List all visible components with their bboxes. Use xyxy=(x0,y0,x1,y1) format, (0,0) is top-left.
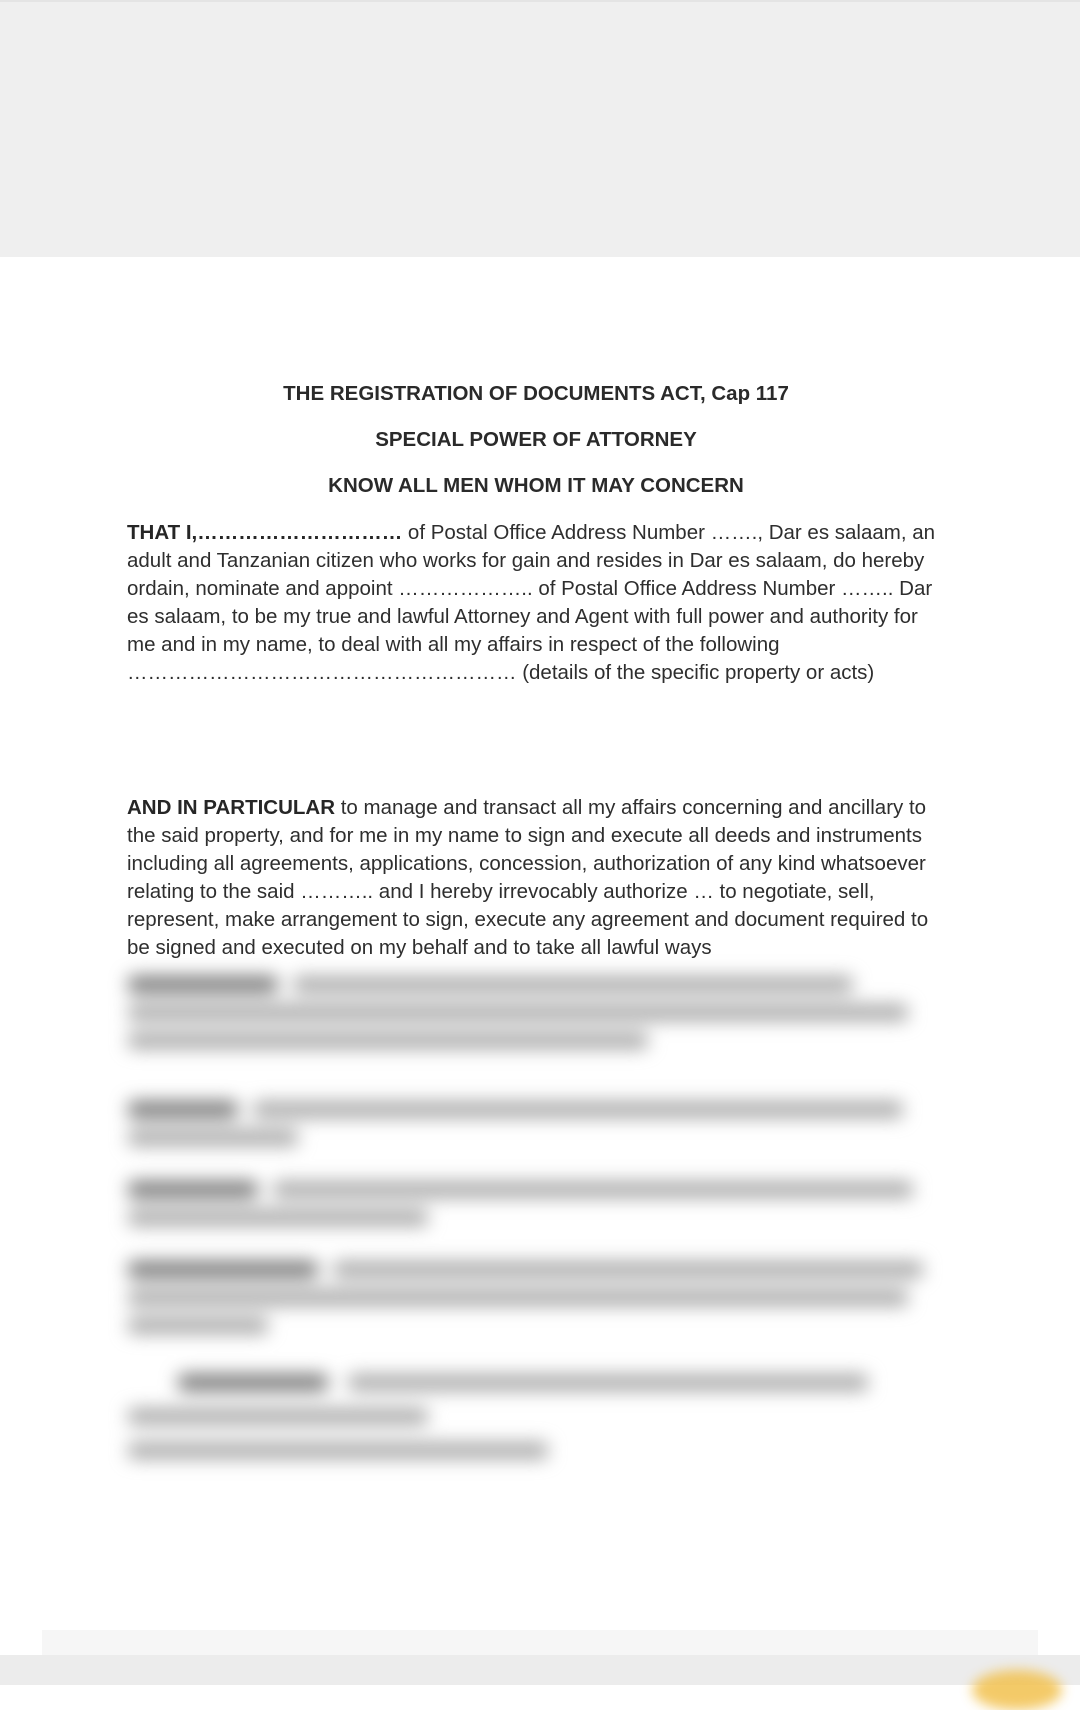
blurred-line xyxy=(128,1317,268,1334)
document-body xyxy=(127,382,945,959)
paragraph-particular-body: to manage and transact all my affairs concerning and ancillary to the said property, and for me in my name to sign and execute all deeds and instruments including all agreements, applications, concession, authorization of any kind whatsoever relating to the said ……….. and I hereby irrevocably authorize … to negotiate, sell, represent, make arrangement to sign, execute any agreement and document required to be signed and executed on my behalf and to take all lawful ways xyxy=(127,796,929,959)
blurred-line xyxy=(128,1101,238,1118)
blurred-line xyxy=(128,976,278,993)
paragraph-particular-clip xyxy=(127,794,945,959)
blurred-line xyxy=(348,1374,868,1391)
blurred-line xyxy=(293,976,853,993)
blurred-line xyxy=(128,1209,428,1226)
blurred-line xyxy=(128,1261,318,1278)
blurred-text-lines xyxy=(118,956,960,1516)
paragraph-particular xyxy=(127,794,945,962)
blurred-line xyxy=(333,1261,923,1278)
blurred-line xyxy=(128,1129,298,1146)
paragraph-appointment-lead: THAT I,………………………… xyxy=(127,521,403,544)
top-gray-band xyxy=(0,0,1080,257)
heading-act: THE REGISTRATION OF DOCUMENTS ACT, Cap 117 xyxy=(283,382,789,405)
blurred-content xyxy=(118,956,960,1516)
bottom-panel xyxy=(42,1630,1038,1656)
blurred-line xyxy=(128,1289,908,1306)
paragraph-appointment xyxy=(127,519,945,687)
blurred-line xyxy=(128,1408,428,1425)
blurred-line xyxy=(128,1032,648,1049)
heading-notice: KNOW ALL MEN WHOM IT MAY CONCERN xyxy=(328,474,744,497)
blurred-line xyxy=(253,1101,903,1118)
corner-accent-shape xyxy=(972,1670,1062,1710)
blurred-line xyxy=(128,1442,548,1459)
heading-type: SPECIAL POWER OF ATTORNEY xyxy=(375,428,697,451)
blurred-line xyxy=(273,1181,913,1198)
bottom-bar xyxy=(0,1655,1080,1685)
blurred-line xyxy=(128,1004,908,1021)
paragraph-appointment-body: of Postal Office Address Number ……., Dar es salaam, an adult and Tanzanian citizen who works for gain and resides in Dar es salaam, do hereby ordain, nominate and appoint ……………….. of Postal Office Address Number …….. Dar es salaam, to be my true and lawful Attorney and Agent with full power and authority for me and in my name, to deal with all my affairs in respect of the following ………………………………………………… (details of the specific property or acts) xyxy=(127,521,936,684)
blurred-line xyxy=(128,1181,258,1198)
blurred-line xyxy=(178,1374,328,1391)
paragraph-particular-lead: AND IN PARTICULAR xyxy=(127,796,336,819)
